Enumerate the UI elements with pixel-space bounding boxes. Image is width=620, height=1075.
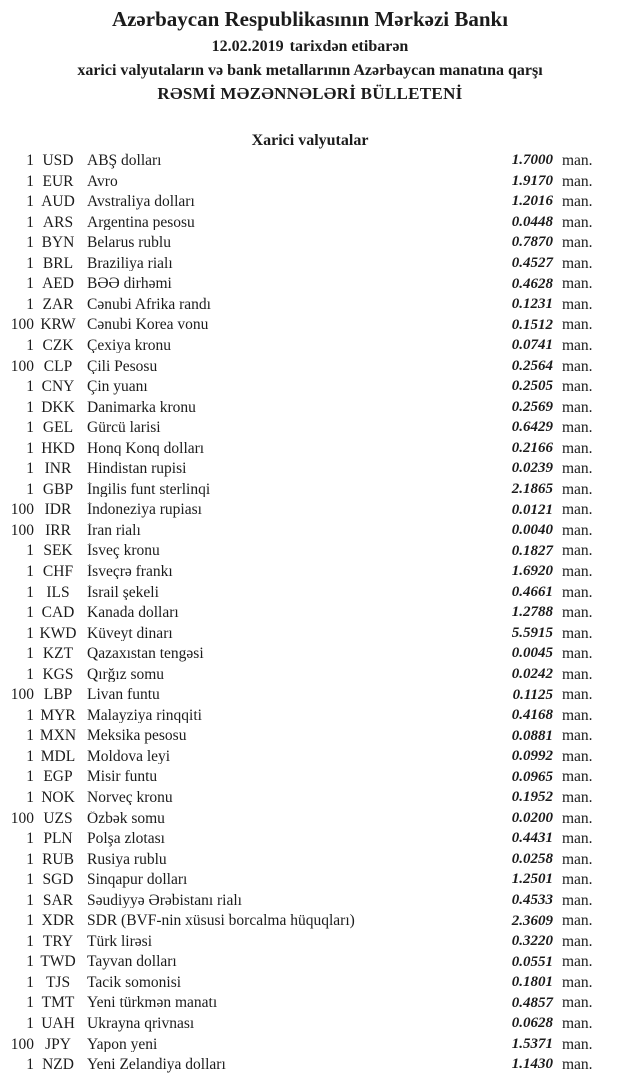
currency-row bbox=[0, 726, 620, 747]
unit-label-cell: man. bbox=[562, 912, 593, 930]
unit-label-cell: man. bbox=[562, 213, 593, 231]
currency-code-cell: NZD bbox=[42, 1056, 74, 1074]
quantity-cell: 1 bbox=[26, 788, 34, 806]
currency-row bbox=[0, 685, 620, 706]
rate-value-cell: 0.0881 bbox=[511, 727, 553, 744]
unit-label-cell: man. bbox=[562, 850, 593, 868]
quantity-cell: 1 bbox=[26, 953, 34, 971]
currency-row bbox=[0, 952, 620, 973]
currency-row bbox=[0, 829, 620, 850]
unit-label-cell: man. bbox=[562, 706, 593, 724]
currency-code-cell: LBP bbox=[43, 686, 73, 704]
currency-row bbox=[0, 233, 620, 254]
rate-value-cell: 0.0258 bbox=[511, 850, 553, 867]
currency-code-cell: SAR bbox=[42, 891, 74, 909]
unit-label-cell: man. bbox=[562, 788, 593, 806]
quantity-cell: 100 bbox=[10, 686, 34, 704]
currency-row bbox=[0, 746, 620, 767]
unit-label-cell: man. bbox=[562, 316, 593, 334]
quantity-cell: 1 bbox=[26, 378, 34, 396]
currency-row bbox=[0, 418, 620, 439]
currency-name-cell: Gürcü larisi bbox=[87, 420, 161, 436]
currency-code-cell: CAD bbox=[41, 604, 75, 622]
currency-name-cell: Çili Pesosu bbox=[87, 358, 158, 374]
quantity-cell: 1 bbox=[26, 994, 34, 1012]
currency-row bbox=[0, 151, 620, 172]
currency-name-cell: Honq Konq dolları bbox=[87, 440, 205, 457]
currency-code-cell: ARS bbox=[42, 213, 74, 231]
currency-row bbox=[0, 911, 620, 932]
rate-value-cell: 2.1865 bbox=[511, 481, 553, 498]
currency-name-cell: Norveç kronu bbox=[87, 789, 173, 806]
quantity-cell: 1 bbox=[26, 830, 34, 848]
quantity-cell: 100 bbox=[10, 501, 34, 519]
bank-title: Azərbaycan Respublikasının Mərkəzi Bankı bbox=[111, 7, 509, 31]
quantity-cell: 1 bbox=[26, 562, 34, 580]
quantity-cell: 1 bbox=[26, 1056, 34, 1074]
rate-value-cell: 0.0239 bbox=[511, 460, 553, 477]
quantity-cell: 1 bbox=[26, 645, 34, 663]
currency-row bbox=[0, 253, 620, 274]
currency-name-cell: Rusiya rublu bbox=[87, 851, 167, 868]
rate-value-cell: 0.0121 bbox=[511, 501, 553, 518]
rate-value-cell: 0.0965 bbox=[511, 768, 553, 785]
bulletin-title: RƏSMİ MƏZƏNNƏLƏRİ BÜLLETENİ bbox=[157, 83, 463, 103]
currency-code-cell: KRW bbox=[40, 316, 76, 334]
currency-row bbox=[0, 520, 620, 541]
quantity-cell: 1 bbox=[26, 152, 34, 170]
currency-name-cell: Polşa zlotası bbox=[87, 831, 165, 847]
currency-code-cell: UAH bbox=[41, 1015, 75, 1032]
unit-label-cell: man. bbox=[562, 357, 593, 375]
unit-label-cell: man. bbox=[562, 583, 593, 601]
bulletin-header bbox=[0, 0, 620, 104]
currency-code-cell: TRY bbox=[42, 932, 74, 950]
unit-label-cell: man. bbox=[562, 295, 593, 313]
currency-code-cell: CHF bbox=[42, 562, 74, 580]
rate-value-cell: 0.4533 bbox=[511, 891, 553, 908]
currency-name-cell: Danimarka kronu bbox=[87, 399, 196, 416]
currency-name-cell: ABŞ dolları bbox=[87, 153, 162, 169]
unit-label-cell: man. bbox=[562, 193, 593, 211]
quantity-cell: 1 bbox=[26, 665, 34, 683]
unit-label-cell: man. bbox=[562, 480, 593, 498]
quantity-cell: 1 bbox=[26, 480, 34, 498]
currency-code-cell: IRR bbox=[45, 521, 71, 539]
currency-name-cell: Yeni türkmən manatı bbox=[87, 995, 218, 1011]
currency-row bbox=[0, 315, 620, 336]
currency-rate-table bbox=[0, 151, 620, 1075]
unit-label-cell: man. bbox=[562, 172, 593, 190]
quantity-cell: 1 bbox=[26, 583, 34, 601]
currency-code-cell: SEK bbox=[43, 542, 73, 560]
quantity-cell: 1 bbox=[26, 336, 34, 354]
currency-row bbox=[0, 192, 620, 213]
currency-code-cell: DKK bbox=[41, 398, 75, 416]
currency-name-cell: Qırğız somu bbox=[87, 666, 165, 683]
currency-code-cell: AED bbox=[42, 275, 74, 293]
rate-value-cell: 0.0200 bbox=[511, 809, 553, 826]
currency-code-cell: TWD bbox=[40, 953, 76, 971]
unit-label-cell: man. bbox=[562, 604, 593, 622]
currency-name-cell: Tayvan dolları bbox=[87, 954, 177, 970]
currency-row bbox=[0, 561, 620, 582]
currency-code-cell: RUB bbox=[42, 850, 74, 868]
quantity-cell: 1 bbox=[26, 706, 34, 724]
unit-label-cell: man. bbox=[562, 501, 593, 519]
unit-label-cell: man. bbox=[562, 953, 593, 971]
currency-code-cell: ZAR bbox=[42, 295, 74, 313]
currency-name-cell: İsveçrə frankı bbox=[87, 563, 173, 580]
unit-label-cell: man. bbox=[562, 645, 593, 663]
rate-value-cell: 1.9170 bbox=[511, 172, 553, 189]
effective-date-line bbox=[0, 38, 620, 56]
currency-name-cell: Yapon yeni bbox=[87, 1036, 158, 1053]
quantity-cell: 1 bbox=[26, 234, 34, 252]
currency-name-cell: Hindistan rupisi bbox=[87, 461, 187, 477]
unit-label-cell: man. bbox=[562, 254, 593, 272]
currency-code-cell: EUR bbox=[42, 172, 74, 190]
currency-code-cell: KGS bbox=[42, 665, 74, 683]
unit-label-cell: man. bbox=[562, 768, 593, 786]
unit-label-cell: man. bbox=[562, 871, 593, 889]
quantity-cell: 100 bbox=[10, 316, 34, 334]
unit-label-cell: man. bbox=[562, 439, 593, 457]
currency-name-cell: Malayziya rinqqiti bbox=[87, 707, 202, 724]
rate-value-cell: 0.0741 bbox=[511, 337, 553, 354]
quantity-cell: 1 bbox=[26, 542, 34, 560]
unit-label-cell: man. bbox=[562, 747, 593, 765]
effective-date-suffix: tarixdən etibarən bbox=[289, 38, 409, 56]
quantity-cell: 1 bbox=[26, 213, 34, 231]
rate-value-cell: 0.2569 bbox=[511, 398, 553, 415]
quantity-cell: 1 bbox=[26, 604, 34, 622]
unit-label-cell: man. bbox=[562, 809, 593, 827]
currency-code-cell: GBP bbox=[42, 480, 74, 498]
unit-label-cell: man. bbox=[562, 686, 593, 704]
rate-value-cell: 0.4628 bbox=[511, 275, 553, 292]
quantity-cell: 1 bbox=[26, 460, 34, 478]
currency-name-cell: Kanada dolları bbox=[87, 605, 179, 621]
unit-label-cell: man. bbox=[562, 1015, 593, 1032]
rate-value-cell: 0.1231 bbox=[511, 296, 553, 313]
currency-row bbox=[0, 500, 620, 521]
currency-name-cell: Braziliya rialı bbox=[87, 255, 173, 272]
rate-value-cell: 0.2505 bbox=[511, 378, 553, 395]
quantity-cell: 1 bbox=[26, 624, 34, 642]
currency-row bbox=[0, 849, 620, 870]
currency-row bbox=[0, 356, 620, 377]
unit-label-cell: man. bbox=[562, 932, 593, 950]
currency-row bbox=[0, 931, 620, 952]
currency-name-cell: Ukrayna qrivnası bbox=[87, 1016, 195, 1032]
currency-name-cell: Cənubi Korea vonu bbox=[87, 317, 209, 333]
currency-name-cell: Avstraliya dolları bbox=[87, 194, 195, 210]
quantity-cell: 1 bbox=[26, 193, 34, 211]
quantity-cell: 1 bbox=[26, 275, 34, 293]
unit-label-cell: man. bbox=[562, 419, 593, 437]
rate-value-cell: 1.5371 bbox=[511, 1035, 553, 1052]
rate-value-cell: 2.3609 bbox=[511, 912, 553, 929]
quantity-cell: 1 bbox=[26, 850, 34, 868]
currency-name-cell: Belarus rublu bbox=[87, 235, 171, 251]
rate-value-cell: 0.0551 bbox=[511, 953, 553, 970]
rate-value-cell: 0.0040 bbox=[511, 522, 553, 539]
currency-code-cell: INR bbox=[44, 460, 72, 478]
quantity-cell: 1 bbox=[26, 295, 34, 313]
rate-value-cell: 0.2564 bbox=[511, 357, 553, 374]
currency-name-cell: Çexiya kronu bbox=[87, 337, 171, 354]
unit-label-cell: man. bbox=[562, 275, 593, 293]
rate-value-cell: 0.4661 bbox=[511, 583, 553, 600]
quantity-cell: 1 bbox=[26, 439, 34, 457]
quantity-cell: 1 bbox=[26, 1015, 34, 1032]
currency-name-cell: Tacik somonisi bbox=[87, 974, 182, 991]
quantity-cell: 1 bbox=[26, 398, 34, 416]
rate-value-cell: 0.0045 bbox=[511, 645, 553, 662]
currency-code-cell: BYN bbox=[41, 234, 75, 252]
currency-row bbox=[0, 335, 620, 356]
currency-code-cell: TJS bbox=[45, 973, 71, 991]
currency-row bbox=[0, 808, 620, 829]
currency-name-cell: Misir funtu bbox=[87, 769, 158, 785]
unit-label-cell: man. bbox=[562, 727, 593, 745]
rate-value-cell: 0.1801 bbox=[511, 974, 553, 991]
unit-label-cell: man. bbox=[562, 665, 593, 683]
quantity-cell: 1 bbox=[26, 891, 34, 909]
unit-label-cell: man. bbox=[562, 234, 593, 252]
currency-row bbox=[0, 705, 620, 726]
currency-code-cell: UZS bbox=[43, 809, 73, 827]
currency-name-cell: Meksika pesosu bbox=[87, 728, 187, 744]
currency-name-cell: BƏƏ dirhəmi bbox=[87, 276, 172, 292]
currency-name-cell: Qazaxıstan tengəsi bbox=[87, 646, 204, 662]
currency-code-cell: USD bbox=[42, 152, 74, 170]
currency-row bbox=[0, 767, 620, 788]
rate-value-cell: 0.2166 bbox=[511, 439, 553, 456]
currency-code-cell: XDR bbox=[41, 912, 75, 930]
currency-code-cell: AUD bbox=[41, 193, 75, 211]
rate-value-cell: 0.4168 bbox=[511, 707, 553, 724]
unit-label-cell: man. bbox=[562, 1035, 593, 1053]
currency-row bbox=[0, 582, 620, 603]
currency-code-cell: SGD bbox=[42, 871, 74, 889]
quantity-cell: 100 bbox=[10, 521, 34, 539]
currency-row bbox=[0, 1055, 620, 1075]
quantity-cell: 1 bbox=[26, 747, 34, 765]
unit-label-cell: man. bbox=[562, 521, 593, 539]
currency-name-cell: İsveç kronu bbox=[87, 543, 160, 559]
rate-value-cell: 1.7000 bbox=[511, 152, 553, 169]
currency-row bbox=[0, 479, 620, 500]
rate-value-cell: 0.1952 bbox=[511, 789, 553, 806]
rate-value-cell: 0.4857 bbox=[511, 994, 553, 1011]
unit-label-cell: man. bbox=[562, 973, 593, 991]
quantity-cell: 1 bbox=[26, 254, 34, 272]
bulletin-subtitle: xarici valyutaların və bank metallarının Azərbaycan manatına qarşı bbox=[77, 61, 543, 79]
quantity-cell: 1 bbox=[26, 172, 34, 190]
currency-code-cell: IDR bbox=[44, 501, 72, 519]
unit-label-cell: man. bbox=[562, 460, 593, 478]
unit-label-cell: man. bbox=[562, 830, 593, 848]
currency-code-cell: KZT bbox=[42, 645, 74, 663]
currency-row bbox=[0, 623, 620, 644]
quantity-cell: 1 bbox=[26, 932, 34, 950]
currency-code-cell: KWD bbox=[39, 624, 77, 642]
currency-row bbox=[0, 1013, 620, 1034]
effective-date: 12.02.2019 bbox=[211, 38, 284, 56]
currency-name-cell: Avro bbox=[87, 173, 118, 190]
rate-value-cell: 0.7870 bbox=[511, 234, 553, 251]
rate-value-cell: 0.3220 bbox=[511, 933, 553, 950]
currency-row bbox=[0, 993, 620, 1014]
currency-name-cell: SDR (BVF-nin xüsusi borcalma hüquqları) bbox=[87, 913, 355, 929]
currency-row bbox=[0, 787, 620, 808]
currency-name-cell: Özbək somu bbox=[87, 810, 165, 827]
currency-row bbox=[0, 171, 620, 192]
currency-code-cell: EGP bbox=[43, 768, 73, 786]
currency-code-cell: ILS bbox=[46, 583, 70, 601]
currency-row bbox=[0, 459, 620, 480]
currency-name-cell: Türk lirəsi bbox=[87, 933, 152, 950]
currency-row bbox=[0, 377, 620, 398]
currency-code-cell: CZK bbox=[42, 336, 74, 354]
rate-value-cell: 0.0448 bbox=[511, 213, 553, 230]
quantity-cell: 100 bbox=[10, 809, 34, 827]
currency-row bbox=[0, 541, 620, 562]
currency-name-cell: Moldova leyi bbox=[87, 748, 171, 765]
rate-value-cell: 0.1827 bbox=[511, 542, 553, 559]
rate-value-cell: 1.2016 bbox=[511, 193, 553, 210]
quantity-cell: 1 bbox=[26, 973, 34, 991]
quantity-cell: 1 bbox=[26, 871, 34, 889]
currency-code-cell: MXN bbox=[39, 727, 77, 745]
quantity-cell: 100 bbox=[10, 1035, 34, 1053]
section-title-foreign-currencies: Xarici valyutalar bbox=[251, 131, 369, 149]
quantity-cell: 100 bbox=[10, 357, 34, 375]
currency-name-cell: Argentina pesosu bbox=[87, 214, 195, 231]
currency-name-cell: Çin yuanı bbox=[87, 379, 148, 395]
unit-label-cell: man. bbox=[562, 336, 593, 354]
currency-name-cell: Livan funtu bbox=[87, 687, 160, 703]
rate-value-cell: 0.4527 bbox=[511, 255, 553, 272]
quantity-cell: 1 bbox=[26, 768, 34, 786]
currency-name-cell: Küveyt dinarı bbox=[87, 625, 173, 642]
currency-code-cell: CNY bbox=[41, 378, 75, 396]
currency-row bbox=[0, 274, 620, 295]
currency-code-cell: JPY bbox=[45, 1035, 71, 1053]
rate-value-cell: 0.0628 bbox=[511, 1015, 553, 1032]
currency-row bbox=[0, 212, 620, 233]
currency-row bbox=[0, 890, 620, 911]
currency-code-cell: NOK bbox=[41, 788, 75, 806]
unit-label-cell: man. bbox=[562, 994, 593, 1012]
currency-code-cell: CLP bbox=[43, 357, 73, 375]
currency-code-cell: BRL bbox=[42, 254, 74, 272]
currency-name-cell: Yeni Zelandiya dolları bbox=[87, 1057, 226, 1073]
currency-code-cell: TMT bbox=[41, 994, 75, 1012]
unit-label-cell: man. bbox=[562, 378, 593, 396]
unit-label-cell: man. bbox=[562, 542, 593, 560]
currency-name-cell: İsrail şekeli bbox=[87, 584, 159, 601]
unit-label-cell: man. bbox=[562, 624, 593, 642]
currency-name-cell: İngilis funt sterlinqi bbox=[87, 481, 211, 498]
rate-value-cell: 0.0992 bbox=[511, 748, 553, 765]
unit-label-cell: man. bbox=[562, 398, 593, 416]
currency-row bbox=[0, 870, 620, 891]
unit-label-cell: man. bbox=[562, 152, 593, 170]
currency-name-cell: Cənubi Afrika randı bbox=[87, 296, 211, 313]
unit-label-cell: man. bbox=[562, 562, 593, 580]
rate-value-cell: 0.1512 bbox=[511, 316, 553, 333]
currency-code-cell: HKD bbox=[41, 439, 75, 457]
rate-value-cell: 1.6920 bbox=[511, 563, 553, 580]
rate-value-cell: 5.5915 bbox=[511, 624, 553, 641]
currency-row bbox=[0, 397, 620, 418]
rate-value-cell: 0.4431 bbox=[511, 830, 553, 847]
currency-row bbox=[0, 664, 620, 685]
currency-code-cell: GEL bbox=[42, 419, 74, 437]
rate-value-cell: 0.6429 bbox=[511, 419, 553, 436]
currency-name-cell: Sinqapur dolları bbox=[87, 872, 188, 888]
quantity-cell: 1 bbox=[26, 419, 34, 437]
unit-label-cell: man. bbox=[562, 891, 593, 909]
currency-code-cell: MDL bbox=[40, 747, 76, 765]
currency-row bbox=[0, 438, 620, 459]
unit-label-cell: man. bbox=[562, 1056, 593, 1074]
currency-row bbox=[0, 603, 620, 624]
rate-value-cell: 1.1430 bbox=[511, 1056, 553, 1073]
currency-name-cell: Səudiyyə Ərəbistanı rialı bbox=[87, 892, 242, 909]
currency-name-cell: İran rialı bbox=[87, 522, 141, 539]
quantity-cell: 1 bbox=[26, 912, 34, 930]
rate-value-cell: 1.2501 bbox=[511, 871, 553, 888]
currency-row bbox=[0, 1034, 620, 1055]
currency-name-cell: İndoneziya rupiası bbox=[87, 502, 202, 518]
quantity-cell: 1 bbox=[26, 727, 34, 745]
rate-value-cell: 1.2788 bbox=[511, 604, 553, 621]
currency-row bbox=[0, 644, 620, 665]
currency-code-cell: PLN bbox=[43, 830, 73, 848]
rate-value-cell: 0.1125 bbox=[512, 686, 553, 703]
currency-row bbox=[0, 972, 620, 993]
currency-row bbox=[0, 294, 620, 315]
rate-value-cell: 0.0242 bbox=[511, 665, 553, 682]
currency-code-cell: MYR bbox=[40, 706, 76, 724]
